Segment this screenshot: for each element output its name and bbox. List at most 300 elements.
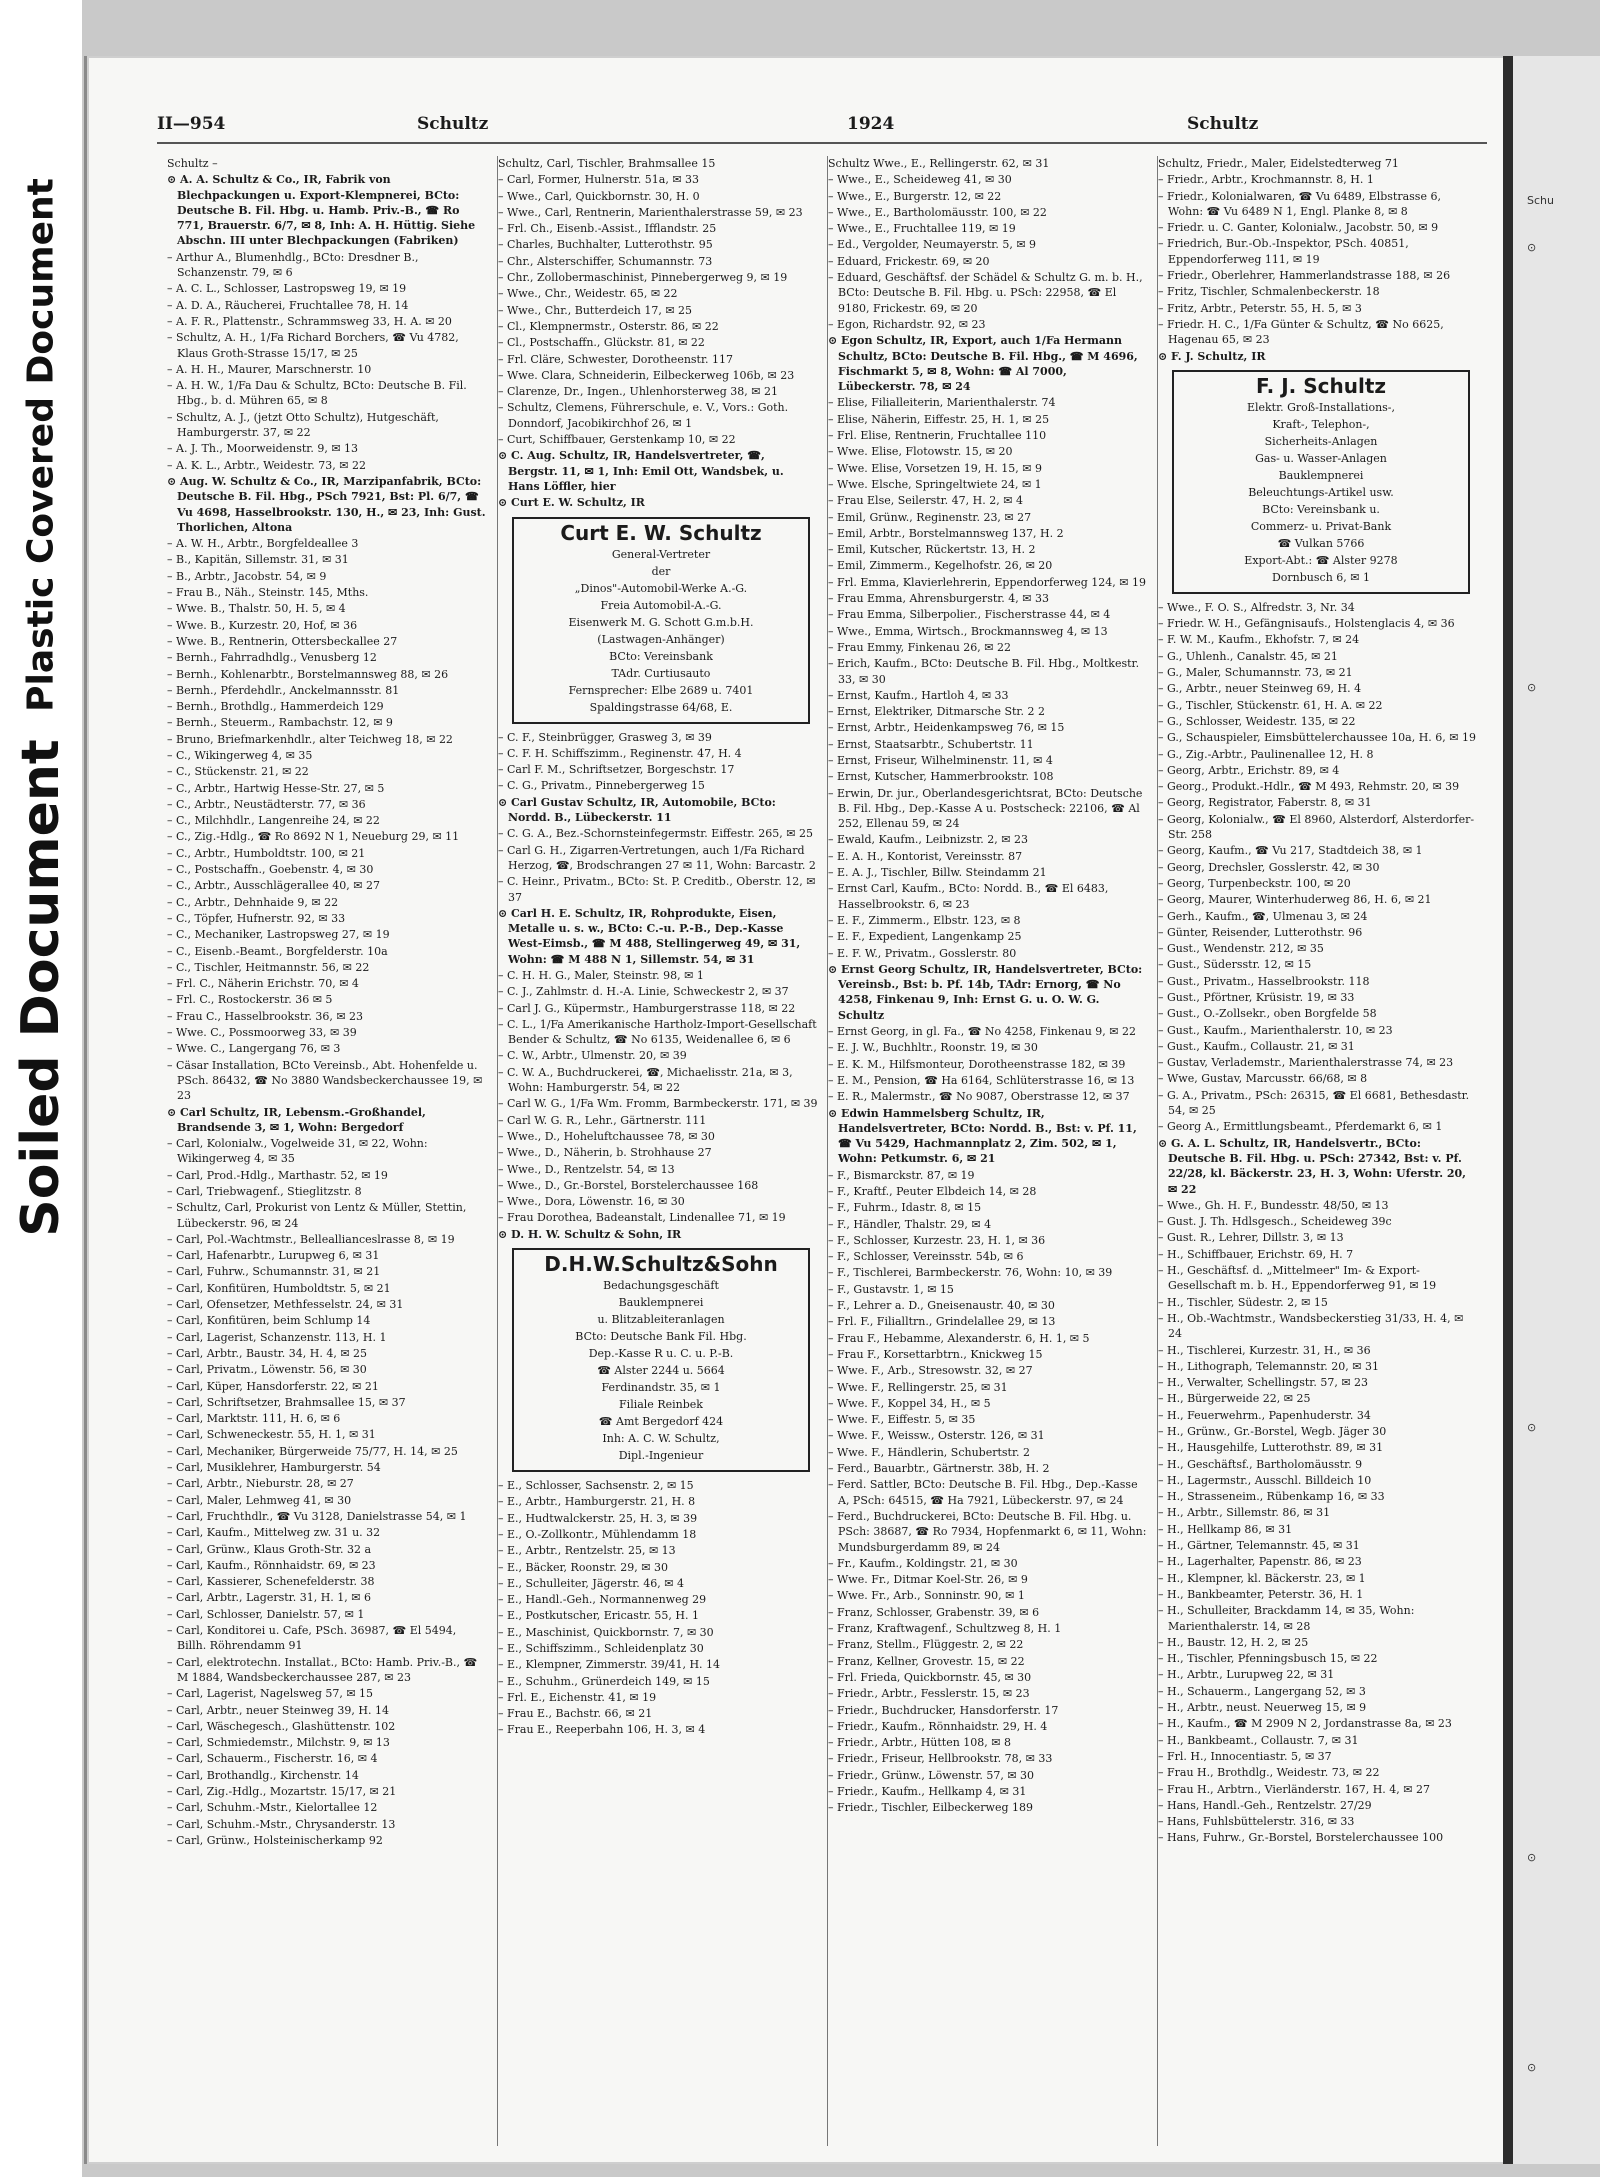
directory-entry: – C., Arbtr., Humboldtstr. 100, ✉ 21 — [167, 846, 366, 860]
directory-entry: – Ernst Carl, Kaufm., BCto: Nordd. B., ☎ El 6483, Hasselbrookstr. 6, ✉ 23 — [828, 882, 1109, 911]
directory-entry: – G. A., Privatm., PSch: 26315, ☎ El 6681, Bethesdastr. 54, ✉ 25 — [1158, 1088, 1470, 1118]
directory-entry: – Carl, Lagerist, Schanzenstr. 113, H. 1 — [167, 1330, 387, 1344]
directory-entry: – C., Wikingerweg 4, ✉ 35 — [167, 748, 313, 762]
column-1 — [167, 156, 487, 2146]
directory-entry: – Frau E., Reeperbahn 106, H. 3, ✉ 4 — [498, 1723, 706, 1737]
directory-entry: – Carl, Kassierer, Schenefelderstr. 38 — [167, 1575, 375, 1589]
directory-entry: – Gust. R., Lehrer, Dillstr. 3, ✉ 13 — [1158, 1231, 1344, 1245]
ad-line: u. Blitzableiteranlagen — [597, 1313, 725, 1327]
directory-entry: – Frl. E., Eichenstr. 41, ✉ 19 — [498, 1690, 657, 1704]
directory-entry: – Ernst Georg, in gl. Fa., ☎ No 4258, Finkenau 9, ✉ 22 — [828, 1025, 1136, 1039]
column-4 — [1157, 156, 1478, 2146]
directory-entry: – Charles, Buchhalter, Lutterothstr. 95 — [498, 238, 713, 252]
directory-entry: – Wwe. Fr., Ditmar Koel-Str. 26, ✉ 9 — [828, 1573, 1028, 1587]
directory-entry: – E., Hudtwalckerstr. 25, H. 3, ✉ 39 — [498, 1511, 698, 1525]
directory-entry: – Carl, Wäschegesch., Glashüttenstr. 102 — [167, 1719, 396, 1733]
directory-entry: – Wwe. F., Koppel 34, H., ✉ 5 — [828, 1396, 991, 1410]
directory-entry: – E. F., Expedient, Langenkamp 25 — [828, 930, 1022, 944]
directory-entry: – E. R., Malermstr., ☎ No 9087, Oberstrasse 12, ✉ 37 — [828, 1090, 1130, 1104]
directory-entry: – E., Schulleiter, Jägerstr. 46, ✉ 4 — [498, 1576, 685, 1590]
firm-entry: ⊙ Edwin Hammelsberg Schultz, IR, Handelsvertreter, BCto: Nordd. B., Bst: v. Pf. 11, ☎ Vu 5429, Hachmannplatz 2, Zim. 502, ✉ 1, Wohn: Petkumstr. 6, ✉ 21 — [828, 1106, 1137, 1166]
directory-entry: – Hans, Handl.-Geh., Rentzelstr. 27/29 — [1158, 1798, 1372, 1812]
directory-entry: – F., Bismarckstr. 87, ✉ 19 — [828, 1168, 975, 1182]
directory-entry: – Wwe. Elsche, Springeltwiete 24, ✉ 1 — [828, 477, 1042, 491]
directory-entry: – Carl, Pol.-Wachtmstr., Belleallianceslrasse 8, ✉ 19 — [167, 1232, 455, 1246]
directory-entry: – Gust., Privatm., Hasselbrookstr. 118 — [1158, 974, 1370, 988]
directory-entry: – F., Fuhrm., Idastr. 8, ✉ 15 — [828, 1201, 982, 1215]
directory-entry: – Carl J. G., Küpermstr., Hamburgerstrasse 118, ✉ 22 — [498, 1001, 796, 1015]
directory-entry: – Fr., Kaufm., Koldingstr. 21, ✉ 30 — [828, 1556, 1018, 1570]
directory-entry: – H., Tischlerei, Kurzestr. 31, H., ✉ 36 — [1158, 1343, 1371, 1357]
directory-entry: – Carl W. G., 1/Fa Wm. Fromm, Barmbeckerstr. 171, ✉ 39 — [498, 1097, 818, 1111]
directory-entry: – Frl. Elise, Rentnerin, Fruchtallee 110 — [828, 429, 1047, 443]
ad-title: Curt E. W. Schultz — [560, 520, 762, 545]
directory-entry: – Georg, Arbtr., Erichstr. 89, ✉ 4 — [1158, 763, 1340, 777]
directory-entry: – Eduard, Geschäftsf. der Schädel & Schultz G. m. b. H., BCto: Deutsche B. Fil. Hbg. u. PSch: 22958, ☎ El 9180, Frickestr. 69, ✉ 20 — [828, 271, 1143, 315]
directory-entry: – Frl. F., Filialltrn., Grindelallee 29, ✉ 13 — [828, 1315, 1056, 1329]
directory-entry: – Friedr. H. C., 1/Fa Günter & Schultz, ☎ No 6625, Hagenau 65, ✉ 23 — [1158, 317, 1444, 347]
directory-entry: – Georg A., Ermittlungsbeamt., Pferdemarkt 6, ✉ 1 — [1158, 1120, 1443, 1134]
directory-entry: – Gust., Südersstr. 12, ✉ 15 — [1158, 958, 1312, 972]
directory-entry: – Franz, Kraftwagenf., Schultzweg 8, H. 1 — [828, 1622, 1062, 1636]
directory-entry: – Ernst, Elektriker, Ditmarsche Str. 2 2 — [828, 705, 1045, 719]
directory-entry: – Bruno, Briefmarkenhdlr., alter Teichweg 18, ✉ 22 — [167, 732, 453, 746]
directory-entry: – E., O.-Zollkontr., Mühlendamm 18 — [498, 1527, 697, 1541]
directory-entry: – E. F. W., Privatm., Gosslerstr. 80 — [828, 946, 1017, 960]
directory-entry: – Ewald, Kaufm., Leibnizstr. 2, ✉ 23 — [828, 833, 1028, 847]
directory-entry: – H., Tischler, Südestr. 2, ✉ 15 — [1158, 1295, 1328, 1309]
directory-entry: – Carl, Schmiedemstr., Milchstr. 9, ✉ 13 — [167, 1736, 390, 1750]
firm-entry: ⊙ Carl Schultz, IR, Lebensm.-Großhandel, Brandsende 3, ✉ 1, Wohn: Bergedorf — [167, 1105, 426, 1134]
directory-entry: – C., Töpfer, Hufnerstr. 92, ✉ 33 — [167, 911, 346, 925]
directory-entry: – Frau E., Bachstr. 66, ✉ 21 — [498, 1707, 653, 1721]
directory-entry: – Carl, Kolonialw., Vogelweide 31, ✉ 22, Wohn: Wikingerweg 4, ✉ 35 — [167, 1137, 428, 1166]
directory-entry: – H., Schulleiter, Brackdamm 14, ✉ 35, Wohn: Marienthalerstr. 14, ✉ 28 — [1158, 1604, 1415, 1633]
directory-entry: – H., Bürgerweide 22, ✉ 25 — [1158, 1392, 1311, 1406]
directory-entry: – G., Maler, Schumannstr. 73, ✉ 21 — [1158, 666, 1353, 680]
directory-entry: – Carl F. M., Schriftsetzer, Borgeschstr. 17 — [498, 763, 735, 777]
directory-entry: – E., Schuhm., Grünerdeich 149, ✉ 15 — [498, 1674, 710, 1688]
directory-entry: – H., Geschäftsf., Bartholomäusstr. 9 — [1158, 1457, 1363, 1471]
directory-entry: – H., Verwalter, Schellingstr. 57, ✉ 23 — [1158, 1376, 1369, 1390]
ad-line: ☎ Alster 2244 u. 5664 — [597, 1364, 725, 1378]
directory-entry: – Carl, Arbtr., Nieburstr. 28, ✉ 27 — [167, 1477, 354, 1491]
directory-entry: – H., Hellkamp 86, ✉ 31 — [1158, 1522, 1293, 1536]
directory-entry: – Frau F., Korsettarbtrn., Knickweg 15 — [828, 1347, 1043, 1361]
directory-entry: – Friedr., Friseur, Hellbrookstr. 78, ✉ 33 — [828, 1752, 1053, 1766]
plastic-covered-label: Plastic Covered Document — [20, 178, 62, 712]
directory-entry: – H., Kaufm., ☎ M 2909 N 2, Jordanstrasse 8a, ✉ 23 — [1158, 1717, 1452, 1731]
directory-entry: – E. M., Pension, ☎ Ha 6164, Schlüterstrasse 16, ✉ 13 — [828, 1073, 1135, 1087]
directory-entry: – Wwe., E., Bartholomäusstr. 100, ✉ 22 — [828, 205, 1047, 219]
ad-line: Export-Abt.: ☎ Alster 9278 — [1244, 553, 1398, 567]
adjacent-page-edge — [1503, 56, 1600, 2164]
directory-entry: – G., Zig.-Arbtr., Paulinenallee 12, H. 8 — [1158, 747, 1374, 761]
directory-entry: – Wwe., D., Näherin, b. Strohhause 27 — [498, 1146, 712, 1160]
directory-entry: – E., Postkutscher, Ericastr. 55, H. 1 — [498, 1609, 699, 1623]
ad-line: ☎ Amt Bergedorf 424 — [598, 1415, 724, 1429]
directory-entry: – A. H. H., Maurer, Marschnerstr. 10 — [167, 362, 372, 376]
directory-entry: – E., Arbtr., Hamburgerstr. 21, H. 8 — [498, 1495, 696, 1509]
directory-entry: – Schultz, A. J., (jetzt Otto Schultz), Hutgeschäft, Hamburgerstr. 37, ✉ 22 — [167, 410, 439, 440]
directory-entry: – Gust., O.-Zollsekr., oben Borgfelde 58 — [1158, 1007, 1377, 1021]
directory-entry: – Carl, Marktstr. 111, H. 6, ✉ 6 — [167, 1412, 341, 1426]
directory-entry: – Georg, Turpenbeckstr. 100, ✉ 20 — [1158, 876, 1351, 890]
directory-entry: – C., Milchhdlr., Langenreihe 24, ✉ 22 — [167, 814, 380, 828]
directory-entry: – E., Bäcker, Roonstr. 29, ✉ 30 — [498, 1560, 668, 1574]
directory-entry: – Wwe. Elise, Vorsetzen 19, H. 15, ✉ 9 — [828, 461, 1042, 475]
directory-entry: – Wwe. B., Rentnerin, Ottersbeckallee 27 — [167, 634, 398, 648]
directory-entry: – B., Kapitän, Sillemstr. 31, ✉ 31 — [167, 553, 349, 567]
directory-entry: – Gust., Kaufm., Marienthalerstr. 10, ✉ 23 — [1158, 1023, 1393, 1037]
directory-entry: – Carl, Schlosser, Danielstr. 57, ✉ 1 — [167, 1607, 365, 1621]
directory-entry: – Wwe. F., Händlerin, Schubertstr. 2 — [828, 1445, 1030, 1459]
directory-entry: – E., Schiffszimm., Schleidenplatz 30 — [498, 1642, 704, 1655]
directory-entry: – C., Arbtr., Hartwig Hesse-Str. 27, ✉ 5 — [167, 781, 385, 795]
directory-entry: – Friedr., Oberlehrer, Hammerlandstrasse 188, ✉ 26 — [1158, 269, 1451, 283]
directory-entry: – Frl. Cläre, Schwester, Dorotheenstr. 117 — [498, 352, 734, 366]
directory-entry: – Carl, Schuhm.-Mstr., Kielortallee 12 — [167, 1801, 378, 1815]
soiled-document-label: Soiled Document — [11, 739, 71, 1237]
directory-entry: – C., Postschaffn., Goebenstr. 4, ✉ 30 — [167, 863, 374, 877]
directory-entry: – Wwe. Elise, Flotowstr. 15, ✉ 20 — [828, 445, 1013, 459]
directory-entry: – Gerh., Kaufm., ☎, Ulmenau 3, ✉ 24 — [1158, 909, 1368, 923]
directory-entry: – A. C. L., Schlosser, Lastropsweg 19, ✉ 19 — [167, 282, 407, 296]
directory-entry: – Georg, Kolonialw., ☎ El 8960, Alsterdorf, Alsterdorfer-Str. 258 — [1158, 812, 1475, 842]
directory-entry: – H., Klempner, kl. Bäckerstr. 23, ✉ 1 — [1158, 1571, 1366, 1585]
directory-entry: – G., Schlosser, Weidestr. 135, ✉ 22 — [1158, 714, 1356, 728]
ad-line: Dipl.-Ingenieur — [618, 1449, 704, 1463]
directory-entry: – G., Tischler, Stückenstr. 61, H. A. ✉ 22 — [1158, 698, 1383, 712]
ad-line: Elektr. Groß-Installations-, — [1246, 400, 1396, 414]
directory-entry: – Elise, Näherin, Eiffestr. 25, H. 1, ✉ 25 — [828, 412, 1050, 426]
directory-entry: – Wwe. B., Kurzestr. 20, Hof, ✉ 36 — [167, 618, 358, 632]
directory-entry: – Carl, Schweneckestr. 55, H. 1, ✉ 31 — [167, 1428, 376, 1442]
ad-line: ☎ Vulkan 5766 — [1277, 536, 1365, 550]
directory-entry: – Frau H., Brothdlg., Weidestr. 73, ✉ 22 — [1158, 1766, 1380, 1780]
adjacent-page-heading: Schu — [1527, 194, 1554, 207]
ad-line: Bauklempnerei — [618, 1296, 704, 1310]
directory-entry: – Ernst, Arbtr., Heidenkampsweg 76, ✉ 15 — [828, 721, 1065, 735]
directory-entry: – Gust., Pförtner, Krüsistr. 19, ✉ 33 — [1158, 990, 1355, 1004]
directory-entry: – E., Klempner, Zimmerstr. 39/41, H. 14 — [498, 1658, 721, 1672]
directory-entry: – Carl, Grünw., Holsteinischerkamp 92 — [167, 1833, 383, 1847]
directory-entry: – F., Schlosser, Vereinsstr. 54b, ✉ 6 — [828, 1250, 1024, 1264]
directory-entry: – F., Kraftf., Peuter Elbdeich 14, ✉ 28 — [828, 1185, 1037, 1198]
header-year: 1924 — [847, 114, 895, 134]
directory-entry: – Ferd. Sattler, BCto: Deutsche B. Fil. Hbg., Dep.-Kasse A, PSch: 64515, ☎ Ha 7921, Lübeckerstr. 97, ✉ 24 — [828, 1478, 1138, 1507]
ad-line: TAdr. Curtiusauto — [611, 666, 711, 680]
directory-entry: – H., Bankbeamt., Collaustr. 7, ✉ 31 — [1158, 1733, 1359, 1747]
firm-entry: ⊙ C. Aug. Schultz, IR, Handelsvertreter, ☎, Bergstr. 11, ✉ 1, Inh: Emil Ott, Wandsbek, u. Hans Löffler, hier — [498, 449, 784, 493]
directory-entry: – H., Bankbeamter, Peterstr. 36, H. 1 — [1158, 1587, 1364, 1601]
firm-entry: ⊙ Curt E. W. Schultz, IR — [498, 496, 645, 510]
directory-entry: – Wwe., D., Rentzelstr. 54, ✉ 13 — [498, 1162, 675, 1176]
directory-entry: – Carl, Schriftsetzer, Brahmsallee 15, ✉ 37 — [167, 1395, 406, 1409]
directory-entry: – H., Arbtr., Lurupweg 22, ✉ 31 — [1158, 1668, 1335, 1682]
directory-entry: – Carl, Kaufm., Rönnhaidstr. 69, ✉ 23 — [167, 1558, 376, 1572]
directory-entry: – Günter, Reisender, Lutterothstr. 96 — [1158, 925, 1363, 939]
directory-entry: – Hans, Fuhlsbüttelerstr. 316, ✉ 33 — [1158, 1815, 1355, 1829]
page-header — [157, 108, 1487, 144]
directory-entry: – Carl, Privatm., Löwenstr. 56, ✉ 30 — [167, 1363, 367, 1377]
directory-entry: Schultz, Friedr., Maler, Eidelstedterweg 71 — [1158, 157, 1399, 170]
directory-entry: – Cl., Postschaffn., Glückstr. 81, ✉ 22 — [498, 336, 705, 350]
directory-entry: – Ed., Vergolder, Neumayerstr. 5, ✉ 9 — [828, 238, 1037, 252]
directory-entry: – Carl, Arbtr., neuer Steinweg 39, H. 14 — [167, 1703, 389, 1717]
directory-entry: – C. W. A., Buchdruckerei, ☎, Michaelisstr. 21a, ✉ 3, Wohn: Hamburgerstr. 54, ✉ 22 — [498, 1065, 793, 1095]
directory-entry: – H., Schiffbauer, Erichstr. 69, H. 7 — [1158, 1247, 1354, 1261]
directory-entry: – Frl. Ch., Eisenb.-Assist., Ifflandstr. 25 — [498, 222, 717, 236]
directory-entry: – Frau H., Arbtrn., Vierländerstr. 167, H. 4, ✉ 27 — [1158, 1782, 1430, 1796]
directory-entry: – Ernst, Staatsarbtr., Schubertstr. 11 — [828, 737, 1034, 751]
directory-entry: – Wwe. Fr., Arb., Sonninstr. 90, ✉ 1 — [828, 1589, 1025, 1603]
directory-entry: – Friedr., Kaufm., Rönnhaidstr. 29, H. 4 — [828, 1719, 1048, 1733]
directory-entry: – A. K. L., Arbtr., Weidestr. 73, ✉ 22 — [167, 458, 366, 472]
ad-line: (Lastwagen-Anhänger) — [597, 632, 725, 646]
directory-entry: – Friedr. W. H., Gefängnisaufs., Holstenglacis 4, ✉ 36 — [1158, 617, 1455, 631]
directory-page — [84, 56, 1505, 2164]
directory-entry: – Friedr., Arbtr., Krochmannstr. 8, H. 1 — [1158, 173, 1374, 187]
directory-entry: – Wwe. B., Thalstr. 50, H. 5, ✉ 4 — [167, 602, 346, 616]
directory-entry: – C. F. H. Schiffszimm., Reginenstr. 47, H. 4 — [498, 746, 742, 760]
ad-line: Fernsprecher: Elbe 2689 u. 7401 — [568, 683, 754, 697]
ad-line: Dep.-Kasse R u. C. u. P.-B. — [588, 1347, 734, 1361]
directory-entry: – H., Gärtner, Telemannstr. 45, ✉ 31 — [1158, 1539, 1360, 1553]
directory-entry: – H., Schauerm., Langergang 52, ✉ 3 — [1158, 1684, 1366, 1698]
binding-hole-icon: ⊙ — [1527, 1851, 1537, 1864]
directory-entry: – Emil, Kutscher, Rückertstr. 13, H. 2 — [828, 543, 1036, 557]
directory-entry: – Schultz, A. H., 1/Fa Richard Borchers, ☎ Vu 4782, Klaus Groth-Strasse 15/17, ✉ 25 — [167, 331, 459, 360]
ad-line: der — [651, 564, 671, 578]
directory-entry: – Frl. C., Rostockerstr. 36 ✉ 5 — [167, 993, 333, 1007]
directory-entry: – Bernh., Fahrradhdlg., Venusberg 12 — [167, 651, 377, 665]
directory-entry: – F., Gustavstr. 1, ✉ 15 — [828, 1282, 954, 1296]
binding-hole-icon: ⊙ — [1527, 241, 1537, 254]
directory-entry: – Ferd., Bauarbtr., Gärtnerstr. 38b, H. 2 — [828, 1462, 1050, 1476]
ad-line: Sicherheits-Anlagen — [1264, 434, 1378, 448]
ad-line: BCto: Vereinsbank u. — [1262, 502, 1380, 516]
directory-entry: – E., Handl.-Geh., Normannenweg 29 — [498, 1593, 707, 1607]
ad-line: Beleuchtungs-Artikel usw. — [1248, 485, 1394, 499]
directory-entry: – Friedr., Grünw., Löwenstr. 57, ✉ 30 — [828, 1768, 1035, 1782]
directory-entry: – C. H. H. G., Maler, Steinstr. 98, ✉ 1 — [498, 968, 704, 982]
directory-entry: – H., Lagerhalter, Papenstr. 86, ✉ 23 — [1158, 1555, 1362, 1569]
directory-entry: – Franz, Kellner, Grovestr. 15, ✉ 22 — [828, 1654, 1025, 1668]
directory-entry: – Georg, Registrator, Faberstr. 8, ✉ 31 — [1158, 796, 1372, 810]
directory-entry: – G., Arbtr., neuer Steinweg 69, H. 4 — [1158, 682, 1362, 696]
directory-entry: Schultz, Carl, Tischler, Brahmsallee 15 — [498, 157, 716, 170]
directory-entry: – Friedr. u. C. Ganter, Kolonialw., Jacobstr. 50, ✉ 9 — [1158, 221, 1439, 235]
directory-entry: – Frau B., Näh., Steinstr. 145, Mths. — [167, 586, 369, 600]
directory-entry: – Carl, Konfitüren, beim Schlump 14 — [167, 1314, 371, 1328]
directory-entry: – Georg, Kaufm., ☎ Vu 217, Stadtdeich 38, ✉ 1 — [1158, 844, 1423, 858]
directory-entry: – E. A. H., Kontorist, Vereinsstr. 87 — [828, 849, 1023, 863]
directory-entry: – A. F. R., Plattenstr., Schrammsweg 33, H. A. ✉ 20 — [167, 314, 452, 328]
directory-entry: – Carl, Hafenarbtr., Lurupweg 6, ✉ 31 — [167, 1249, 380, 1263]
directory-entry: – Wwe., F. O. S., Alfredstr. 3, Nr. 34 — [1158, 600, 1355, 614]
directory-entry: – Egon, Richardstr. 92, ✉ 23 — [828, 317, 986, 331]
ad-title: D.H.W.Schultz&Sohn — [544, 1252, 778, 1277]
directory-entry: – E. F., Zimmerm., Elbstr. 123, ✉ 8 — [828, 913, 1021, 927]
directory-entry: Schultz Wwe., E., Rellingerstr. 62, ✉ 31 — [828, 157, 1050, 170]
directory-entry: – Carl, Fruchthdlr., ☎ Vu 3128, Danielstrasse 54, ✉ 1 — [167, 1509, 467, 1523]
directory-entry: – Frl. H., Innocentiastr. 5, ✉ 37 — [1158, 1749, 1332, 1763]
directory-entry: – Erich, Kaufm., BCto: Deutsche B. Fil. Hbg., Moltkestr. 33, ✉ 30 — [828, 657, 1140, 686]
directory-entry: – Gust., Wendenstr. 212, ✉ 35 — [1158, 942, 1324, 956]
directory-entry: – C., Mechaniker, Lastropsweg 27, ✉ 19 — [167, 928, 390, 942]
ad-line: BCto: Vereinsbank — [609, 649, 713, 663]
directory-entry: – C. F., Steinbrügger, Grasweg 3, ✉ 39 — [498, 730, 712, 744]
directory-entry: – Curt, Schiffbauer, Gerstenkamp 10, ✉ 22 — [498, 433, 736, 447]
directory-entry: – Bernh., Steuerm., Rambachstr. 12, ✉ 9 — [167, 716, 393, 730]
directory-entry: – Carl, Maler, Lehmweg 41, ✉ 30 — [167, 1493, 352, 1507]
directory-entry: – A. H. W., 1/Fa Dau & Schultz, BCto: Deutsche B. Fil. Hbg., b. d. Mühren 65, ✉ 8 — [167, 379, 467, 408]
directory-entry: – Franz, Schlosser, Grabenstr. 39, ✉ 6 — [828, 1605, 1040, 1619]
directory-entry: – Elise, Filialleiterin, Marienthalerstr. 74 — [828, 396, 1056, 410]
directory-entry: – Wwe., Emma, Wirtsch., Brockmannsweg 4, ✉ 13 — [828, 624, 1108, 638]
directory-entry: – Fritz, Arbtr., Peterstr. 55, H. 5, ✉ 3 — [1158, 301, 1362, 315]
firm-entry: ⊙ Aug. W. Schultz & Co., IR, Marzipanfabrik, BCto: Deutsche B. Fil. Hbg., PSch 7921, Bst: Pl. 6/7, ☎ Vu 4698, Hasselbrookstr. 130, H., ✉ 23, Inh: Gust. Thorlichen, Altona — [167, 474, 486, 534]
ad-line: Inh: A. C. W. Schultz, — [602, 1432, 720, 1446]
ad-line: Gas- u. Wasser-Anlagen — [1255, 451, 1387, 465]
advertisement-dhw-schultz — [512, 1248, 810, 1472]
directory-entry: – Wwe. F., Arb., Stresowstr. 32, ✉ 27 — [828, 1364, 1033, 1378]
directory-entry: – Hans, Fuhrw., Gr.-Borstel, Borstelerchaussee 100 — [1158, 1831, 1444, 1845]
firm-entry: ⊙ Egon Schultz, IR, Export, auch 1/Fa Hermann Schultz, BCto: Deutsche B. Fil. Hbg., ☎ M 4696, Fischmarkt 5, ✉ 8, Wohn: ☎ Al 7000, Lübeckerstr. 78, ✉ 24 — [828, 334, 1138, 394]
directory-entry: – Wwe., D., Gr.-Borstel, Borstelerchaussee 168 — [498, 1178, 759, 1192]
directory-entry: – Bernh., Kohlenarbtr., Borstelmannsweg 88, ✉ 26 — [167, 667, 449, 681]
directory-entry: – Carl, Mechaniker, Bürgerweide 75/77, H. 14, ✉ 25 — [167, 1444, 458, 1458]
directory-entry: – Wwe., Chr., Weidestr. 65, ✉ 22 — [498, 287, 678, 301]
directory-entry: – Ernst, Friseur, Wilhelminenstr. 11, ✉ 4 — [828, 753, 1053, 767]
directory-entry: – C., Arbtr., Neustädterstr. 77, ✉ 36 — [167, 797, 366, 811]
header-name-right: Schultz — [1187, 114, 1259, 134]
directory-entry: – F., Händler, Thalstr. 29, ✉ 4 — [828, 1217, 992, 1231]
directory-entry: – Carl, Brothandlg., Kirchenstr. 14 — [167, 1768, 359, 1782]
directory-entry: – Bernh., Pferdehdlr., Anckelmannsstr. 81 — [167, 683, 400, 697]
binding-hole-icon: ⊙ — [1527, 2061, 1537, 2074]
directory-entry: – H., Lagermstr., Ausschl. Billdeich 10 — [1158, 1473, 1372, 1487]
directory-entry: – Carl, Triebwagenf., Stieglitzstr. 8 — [167, 1185, 362, 1198]
ad-line: Eisenwerk M. G. Schott G.m.b.H. — [568, 615, 754, 629]
binding-hole-icon: ⊙ — [1527, 1421, 1537, 1434]
directory-entry: – G., Schauspieler, Eimsbüttelerchaussee 10a, H. 6, ✉ 19 — [1158, 731, 1477, 745]
directory-entry: – A. D. A., Räucherei, Fruchtallee 78, H. 14 — [167, 298, 409, 312]
directory-entry: – G., Uhlenh., Canalstr. 45, ✉ 21 — [1158, 649, 1338, 663]
directory-entry: – Friedrich, Bur.-Ob.-Inspektor, PSch. 40851, Eppendorferweg 111, ✉ 19 — [1158, 237, 1409, 266]
directory-entry: – H., Arbtr., neust. Neuerweg 15, ✉ 9 — [1158, 1701, 1367, 1715]
directory-entry: – C. W., Arbtr., Ulmenstr. 20, ✉ 39 — [498, 1049, 687, 1063]
directory-entry: – F., Tischlerei, Barmbeckerstr. 76, Wohn: 10, ✉ 39 — [828, 1266, 1113, 1280]
ad-line: „Dinos"-Automobil-Werke A.-G. — [574, 581, 748, 595]
directory-entry: – H., Lithograph, Telemannstr. 20, ✉ 31 — [1158, 1359, 1379, 1373]
directory-entry: – Wwe., D., Hoheluftchaussee 78, ✉ 30 — [498, 1129, 715, 1143]
scan-sidebar — [0, 0, 82, 2177]
ad-line: Filiale Reinbek — [619, 1398, 703, 1412]
directory-entry: – H., Tischler, Pfenningsbusch 15, ✉ 22 — [1158, 1652, 1378, 1666]
directory-entry: – Frl. Frieda, Quickbornstr. 45, ✉ 30 — [828, 1670, 1032, 1684]
directory-entry: – Carl, Kaufm., Mittelweg zw. 31 u. 32 — [167, 1526, 381, 1540]
binding-hole-icon: ⊙ — [1527, 681, 1537, 694]
directory-entry: – E., Arbtr., Rentzelstr. 25, ✉ 13 — [498, 1544, 676, 1558]
ad-line: Bedachungsgeschäft — [603, 1279, 719, 1293]
directory-entry: – Chr., Alsterschiffer, Schumannstr. 73 — [498, 254, 713, 268]
directory-entry: – Frl. Emma, Klavierlehrerin, Eppendorferweg 124, ✉ 19 — [828, 575, 1147, 589]
directory-entry: – Franz, Stellm., Flüggestr. 2, ✉ 22 — [828, 1638, 1024, 1652]
firm-entry: ⊙ Carl H. E. Schultz, IR, Rohprodukte, Eisen, Metalle u. s. w., BCto: C.-u. P.-B., Dep.-Kasse West-Eimsb., ☎ M 488, Stellingerweg 49, ✉ 31, Wohn: ☎ M 488 N 1, Sillemstr. 54, ✉ 31 — [498, 906, 801, 966]
ad-line: Spaldingstrasse 64/68, E. — [589, 700, 733, 714]
directory-entry: – Wwe., Dora, Löwenstr. 16, ✉ 30 — [498, 1195, 685, 1209]
directory-entry: – E. J. W., Buchhltr., Roonstr. 19, ✉ 30 — [828, 1041, 1038, 1055]
directory-entry: – Clarenze, Dr., Ingen., Uhlenhorsterweg 38, ✉ 21 — [498, 385, 778, 399]
directory-entry: – F., Lehrer a. D., Gneisenaustr. 40, ✉ 30 — [828, 1299, 1055, 1313]
directory-entry: – Frau Emma, Ahrensburgerstr. 4, ✉ 33 — [828, 592, 1049, 606]
directory-entry: – Wwe., E., Burgerstr. 12, ✉ 22 — [828, 189, 1002, 203]
directory-entry: Schultz – — [167, 157, 218, 170]
directory-entry: – H., Feuerwehrm., Papenhuderstr. 34 — [1158, 1408, 1371, 1422]
directory-entry: – Friedr., Arbtr., Fesslerstr. 15, ✉ 23 — [828, 1687, 1030, 1701]
directory-entry: – Carl, Küper, Hansdorferstr. 22, ✉ 21 — [167, 1379, 379, 1393]
directory-entry: – Wwe, Gustav, Marcusstr. 66/68, ✉ 8 — [1158, 1072, 1368, 1086]
directory-entry: – C., Stückenstr. 21, ✉ 22 — [167, 765, 309, 779]
directory-entry: – Carl, Fuhrw., Schumannstr. 31, ✉ 21 — [167, 1265, 381, 1279]
directory-entry: – Wwe., Carl, Quickbornstr. 30, H. 0 — [498, 189, 700, 203]
directory-entry: – C., Arbtr., Dehnhaide 9, ✉ 22 — [167, 895, 339, 909]
directory-entry: – H., Arbtr., Sillemstr. 86, ✉ 31 — [1158, 1506, 1331, 1520]
directory-entry: – Ferd., Buchdruckerei, BCto: Deutsche B. Fil. Hbg. u. PSch: 38687, ☎ Ro 7934, Hopfenmarkt 6, ✉ 11, Wohn: Mundsburgerdamm 89, ✉ 24 — [828, 1509, 1147, 1554]
directory-entry: – Friedr., Arbtr., Hütten 108, ✉ 8 — [828, 1736, 1012, 1750]
directory-entry: – Friedr., Buchdrucker, Hansdorferstr. 17 — [828, 1703, 1059, 1717]
directory-entry: – E., Maschinist, Quickbornstr. 7, ✉ 30 — [498, 1625, 714, 1639]
directory-entry: – F., Schlosser, Kurzestr. 23, H. 1, ✉ 36 — [828, 1233, 1046, 1247]
directory-entry: – Schultz, Carl, Prokurist von Lentz & Müller, Stettin, Lübeckerstr. 96, ✉ 24 — [167, 1201, 467, 1230]
directory-entry: – A. W. H., Arbtr., Borgfeldeallee 3 — [167, 537, 359, 551]
directory-entry: – H., Ob.-Wachtmstr., Wandsbeckerstieg 31/33, H. 4, ✉ 24 — [1158, 1311, 1464, 1341]
directory-entry: – H., Baustr. 12, H. 2, ✉ 25 — [1158, 1635, 1309, 1649]
directory-entry: – Frau F., Hebamme, Alexanderstr. 6, H. 1, ✉ 5 — [828, 1331, 1090, 1345]
directory-entry: – Eduard, Frickestr. 69, ✉ 20 — [828, 254, 990, 268]
directory-entry: – Georg, Drechsler, Gosslerstr. 42, ✉ 30 — [1158, 860, 1380, 874]
directory-entry: – Emil, Grünw., Reginenstr. 23, ✉ 27 — [828, 510, 1032, 524]
directory-entry: – Gustav, Verlademstr., Marienthalerstrasse 74, ✉ 23 — [1158, 1056, 1454, 1070]
directory-entry: – C., Eisenb.-Beamt., Borgfelderstr. 10a — [167, 944, 388, 958]
directory-entry: – F. W. M., Kaufm., Ekhofstr. 7, ✉ 24 — [1158, 633, 1360, 647]
directory-entry: – Carl, Schauerm., Fischerstr. 16, ✉ 4 — [167, 1752, 378, 1766]
directory-entry: – C. Heinr., Privatm., BCto: St. P. Creditb., Oberstr. 12, ✉ 37 — [498, 875, 816, 904]
directory-entry: – Wwe., Gh. H. F., Bundesstr. 48/50, ✉ 13 — [1158, 1198, 1389, 1212]
directory-entry: – Bernh., Brothdlg., Hammerdeich 129 — [167, 700, 384, 714]
directory-entry: – Carl, elektrotechn. Installat., BCto: Hamb. Priv.-B., ☎ M 1884, Wandsbeckerchaussee 287, ✉ 23 — [167, 1655, 478, 1684]
ad-line: Dornbusch 6, ✉ 1 — [1271, 570, 1370, 584]
directory-columns — [167, 156, 1487, 2146]
directory-entry: – E., Schlosser, Sachsenstr. 2, ✉ 15 — [498, 1479, 694, 1493]
directory-entry: – B., Arbtr., Jacobstr. 54, ✉ 9 — [167, 569, 327, 583]
directory-entry: – Ernst, Kaufm., Hartloh 4, ✉ 33 — [828, 688, 1009, 702]
directory-entry: – C. G., Privatm., Pinnebergerweg 15 — [498, 779, 705, 793]
directory-entry: – H., Grünw., Gr.-Borstel, Wegb. Jäger 30 — [1158, 1425, 1387, 1438]
directory-entry: – Friedr., Tischler, Eilbeckerweg 189 — [828, 1801, 1033, 1815]
directory-entry: – Carl, Arbtr., Baustr. 34, H. 4, ✉ 25 — [167, 1346, 368, 1360]
directory-entry: – Cl., Klempnermstr., Osterstr. 86, ✉ 22 — [498, 319, 719, 333]
firm-entry: ⊙ D. H. W. Schultz & Sohn, IR — [498, 1227, 682, 1241]
directory-entry: – Frau Emmy, Finkenau 26, ✉ 22 — [828, 640, 1011, 654]
directory-entry: – Frau Else, Seilerstr. 47, H. 2, ✉ 4 — [828, 494, 1023, 508]
ad-line: Ferdinandstr. 35, ✉ 1 — [601, 1381, 721, 1395]
directory-entry: – Wwe. C., Possmoorweg 33, ✉ 39 — [167, 1026, 357, 1040]
directory-entry: – Emil, Arbtr., Borstelmannsweg 137, H. 2 — [828, 526, 1064, 540]
firm-entry: ⊙ G. A. L. Schultz, IR, Handelsvertr., BCto: Deutsche B. Fil. Hbg. u. PSch: 27342, Bst: v. Pf. 22/28, kl. Bäckerstr. 23, H. 3, Wohn: Uferstr. 20, ✉ 22 — [1158, 1136, 1466, 1196]
